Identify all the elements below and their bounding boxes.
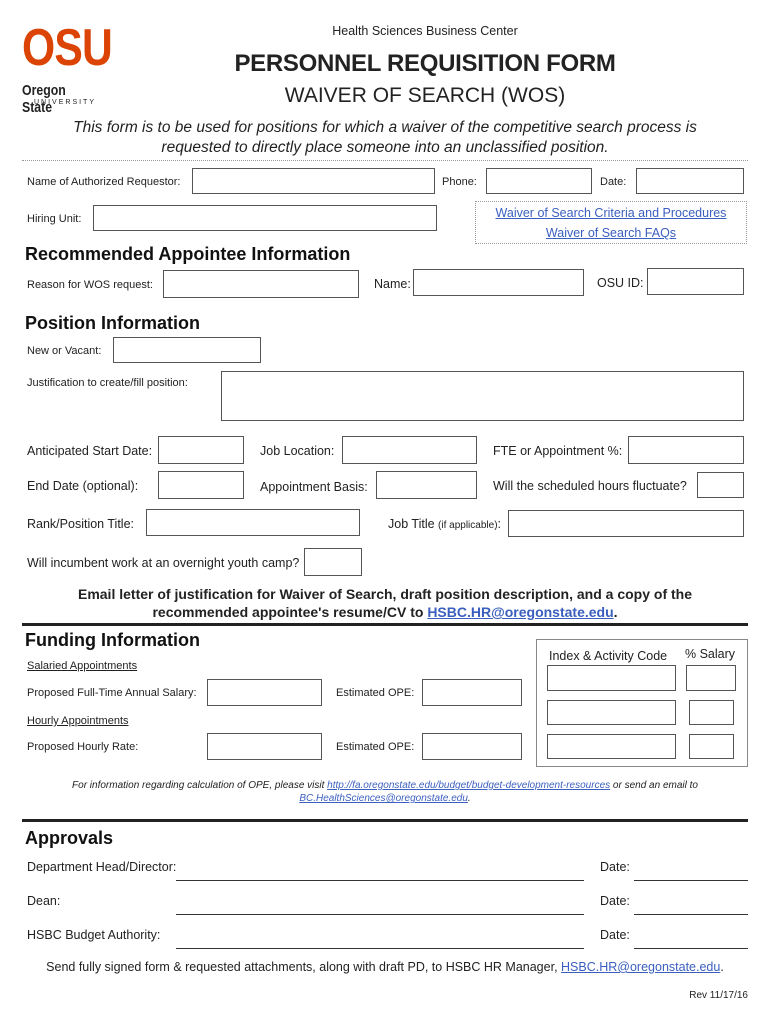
budget-authority-label: HSBC Budget Authority: <box>27 928 161 942</box>
job-title-field[interactable] <box>508 510 744 537</box>
dept-head-label: Department Head/Director: <box>27 860 177 874</box>
wos-reason-field[interactable] <box>163 270 359 298</box>
requestor-name-label: Name of Authorized Requestor: <box>27 176 181 188</box>
dept-head-date-line[interactable] <box>634 880 748 881</box>
salary-percent-field-3[interactable] <box>689 734 734 759</box>
budget-authority-date-line[interactable] <box>634 948 748 949</box>
index-code-field-3[interactable] <box>547 734 676 759</box>
header-center-name: Health Sciences Business Center <box>332 24 518 38</box>
end-date-field[interactable] <box>158 471 244 499</box>
link-waiver-faqs[interactable]: Waiver of Search FAQs <box>545 226 677 240</box>
hourly-ope-label: Estimated OPE: <box>336 741 415 753</box>
page-title: PERSONNEL REQUISITION FORM <box>234 50 616 77</box>
dept-head-signature-line[interactable] <box>176 880 584 881</box>
funding-heading: Funding Information <box>25 630 200 650</box>
dept-head-date-label: Date: <box>600 860 630 874</box>
date-field[interactable] <box>636 168 744 194</box>
dean-signature-line[interactable] <box>176 914 584 915</box>
justification-label: Justification to create/fill position: <box>27 377 188 389</box>
index-code-field-1[interactable] <box>547 665 676 691</box>
header-divider <box>22 160 748 161</box>
appointee-name-field[interactable] <box>413 269 584 296</box>
footer-suffix: . <box>720 960 724 974</box>
salary-percent-header: % Salary <box>685 647 736 661</box>
salary-percent-field-2[interactable] <box>689 700 734 725</box>
email-note-line1: Email letter of justification for Waiver of Search, draft position description, and a copy of the <box>77 586 692 602</box>
budget-resources-link[interactable]: http://fa.oregonstate.edu/budget/budget-development-resources <box>327 780 611 791</box>
ope-info-prefix: For information regarding calculation of OPE, please visit <box>72 780 325 791</box>
wos-reason-label: Reason for WOS request: <box>27 279 153 291</box>
logo-osu-text: OSU <box>22 19 112 77</box>
funding-divider <box>22 623 748 626</box>
budget-authority-date-label: Date: <box>600 928 630 942</box>
index-activity-header: Index & Activity Code <box>549 649 668 663</box>
footer-prefix: Send fully signed form & requested attachments, along with draft PD, to HSBC HR Manager, <box>46 960 558 974</box>
hours-fluctuate-label: Will the scheduled hours fluctuate? <box>493 479 687 493</box>
justification-field[interactable] <box>221 371 744 421</box>
appointee-heading: Recommended Appointee Information <box>25 244 351 264</box>
new-or-vacant-field[interactable] <box>113 337 261 363</box>
hiring-unit-label: Hiring Unit: <box>27 213 82 225</box>
rank-title-label: Rank/Position Title: <box>27 517 134 531</box>
approvals-heading: Approvals <box>25 828 114 848</box>
job-location-label: Job Location: <box>260 444 335 458</box>
page-subtitle: WAIVER OF SEARCH (WOS) <box>284 84 566 107</box>
appointment-basis-field[interactable] <box>376 471 477 499</box>
appointee-name-label: Name: <box>374 277 411 291</box>
full-time-salary-label: Proposed Full-Time Annual Salary: <box>27 687 197 699</box>
new-or-vacant-label: New or Vacant: <box>27 345 102 357</box>
start-date-label: Anticipated Start Date: <box>27 444 153 458</box>
hourly-rate-label: Proposed Hourly Rate: <box>27 741 139 753</box>
phone-label: Phone: <box>442 176 477 188</box>
hourly-appointments-label: Hourly Appointments <box>27 715 129 727</box>
budget-authority-signature-line[interactable] <box>176 948 584 949</box>
salaried-ope-field[interactable] <box>422 679 522 706</box>
dean-label: Dean: <box>27 894 61 908</box>
hourly-ope-field[interactable] <box>422 733 522 760</box>
bc-health-sciences-email-link[interactable]: BC.HealthSciences@oregonstate.edu <box>299 793 468 804</box>
osu-id-label: OSU ID: <box>597 276 644 290</box>
footer-email-link[interactable]: HSBC.HR@oregonstate.edu <box>561 960 721 974</box>
overnight-camp-field[interactable] <box>304 548 362 576</box>
salaried-ope-label: Estimated OPE: <box>336 687 415 699</box>
index-code-field-2[interactable] <box>547 700 676 725</box>
hours-fluctuate-field[interactable] <box>697 472 744 498</box>
dean-date-label: Date: <box>600 894 630 908</box>
job-title-label <box>388 517 501 531</box>
osu-id-field[interactable] <box>647 268 744 295</box>
job-location-field[interactable] <box>342 436 477 464</box>
email-note-prefix: recommended appointee's resume/CV to <box>152 604 424 620</box>
end-date-label: End Date (optional): <box>27 479 139 493</box>
position-heading: Position Information <box>25 313 200 333</box>
date-label: Date: <box>600 176 627 188</box>
footer-instructions <box>0 960 770 974</box>
job-title-colon: : <box>497 517 502 531</box>
ope-info-line1 <box>0 780 770 791</box>
job-title-text: Job Title <box>388 517 435 531</box>
fte-label: FTE or Appointment %: <box>493 444 623 458</box>
ope-info-suffix: . <box>467 793 471 804</box>
approvals-divider <box>22 819 748 822</box>
salary-percent-field-1[interactable] <box>686 665 736 691</box>
email-note-suffix: . <box>613 604 618 620</box>
logo-oregon-state-text: Oregon State <box>22 82 66 116</box>
ope-info-line2 <box>0 793 770 804</box>
overnight-camp-label: Will incumbent work at an overnight youth camp? <box>27 556 300 570</box>
requestor-name-field[interactable] <box>192 168 435 194</box>
link-waiver-criteria[interactable]: Waiver of Search Criteria and Procedures <box>495 206 727 220</box>
ope-info-middle: or send an email to <box>612 780 698 791</box>
intro-text-line2: requested to directly place someone into an unclassified position. <box>161 139 609 156</box>
job-title-note: (if applicable) <box>438 520 498 531</box>
rank-title-field[interactable] <box>146 509 360 536</box>
email-note-line2 <box>0 604 770 620</box>
intro-text-line1: This form is to be used for positions for which a waiver of the competitive search process is <box>73 119 697 136</box>
dean-date-line[interactable] <box>634 914 748 915</box>
start-date-field[interactable] <box>158 436 244 464</box>
email-link-hsbc-hr[interactable]: HSBC.HR@oregonstate.edu <box>427 604 614 620</box>
hourly-rate-field[interactable] <box>207 733 322 760</box>
phone-field[interactable] <box>486 168 592 194</box>
full-time-salary-field[interactable] <box>207 679 322 706</box>
appointment-basis-label: Appointment Basis: <box>260 480 368 494</box>
logo-university-text: UNIVERSITY <box>34 99 97 106</box>
hiring-unit-field[interactable] <box>93 205 437 231</box>
salaried-appointments-label: Salaried Appointments <box>27 660 138 672</box>
revision-date: Rev 11/17/16 <box>689 990 748 1001</box>
fte-field[interactable] <box>628 436 744 464</box>
